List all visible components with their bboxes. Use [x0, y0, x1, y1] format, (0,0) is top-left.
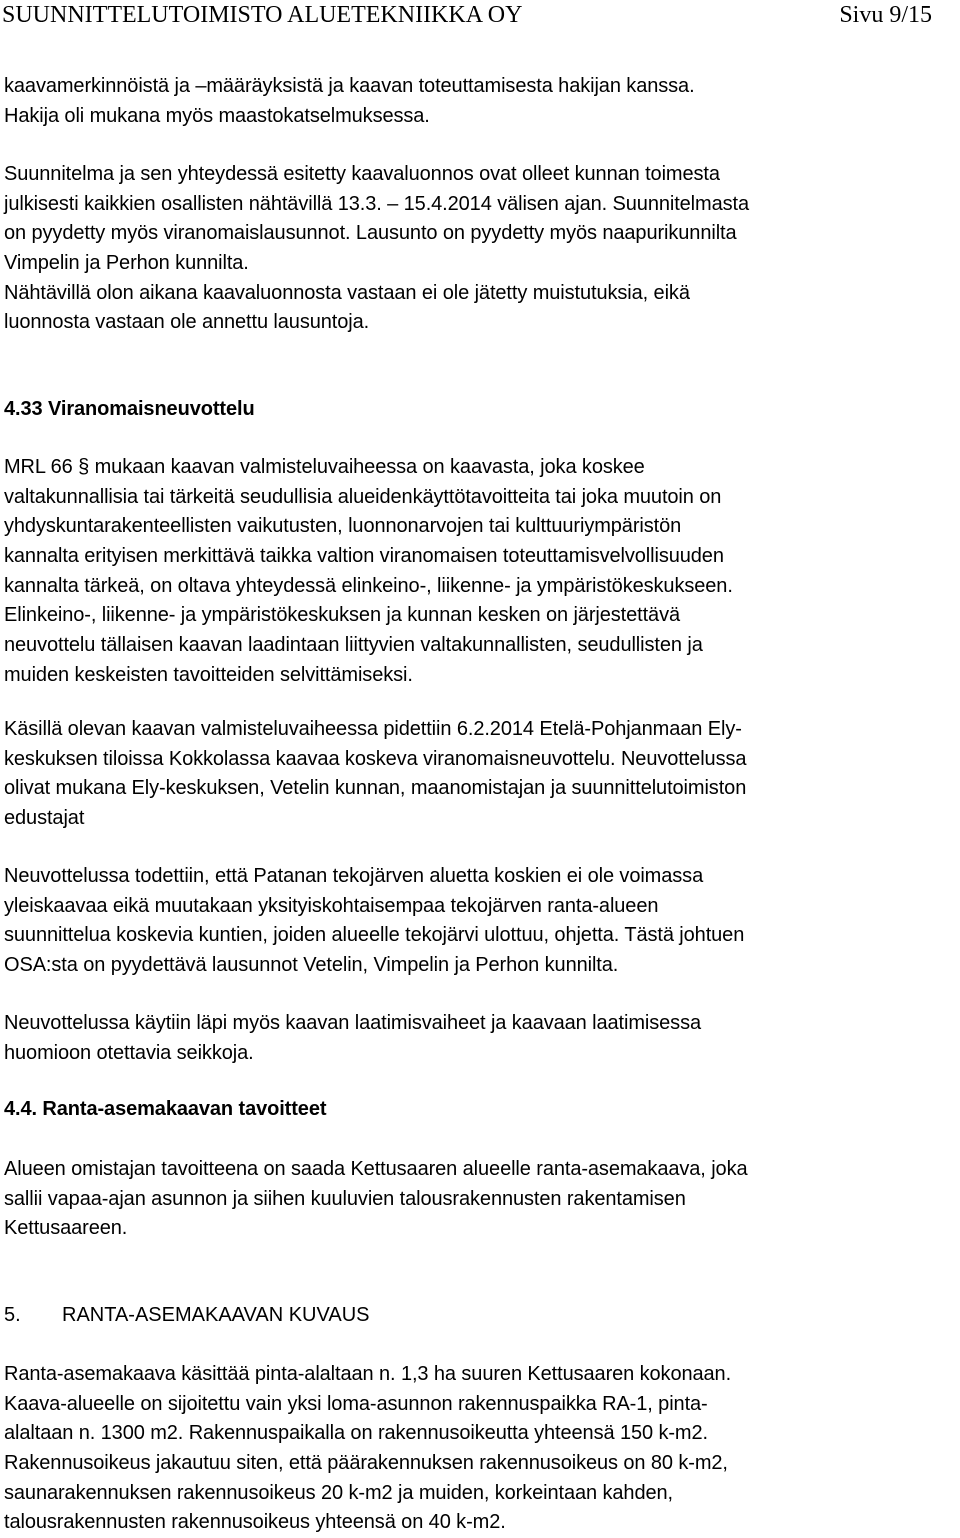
paragraph-nahtavilla — [4, 160, 956, 338]
text-line: on pyydetty myös viranomaislausunnot. Lausunto on pyydetty myös naapurikunnilta — [4, 222, 737, 245]
text-line: MRL 66 § mukaan kaavan valmisteluvaiheessa on kaavasta, joka koskee — [4, 456, 645, 478]
text-line: saunarakennuksen rakennusoikeus 20 k-m2 ja muiden, korkeintaan kahden, — [4, 1481, 673, 1504]
text-line: Nähtävillä olon aikana kaavaluonnosta vastaan ei ole jätetty muistutuksia, eikä — [4, 281, 690, 304]
paragraph-tavoitteet — [4, 1155, 956, 1244]
paragraph-kasilla — [4, 715, 956, 834]
text-line: Elinkeino-, liikenne- ja ympäristökeskuksen ja kunnan kesken on järjestettävä — [4, 604, 680, 627]
company-name: SUUNNITTELUTOIMISTO ALUETEKNIIKKA OY — [2, 2, 523, 28]
section-heading-4-33 — [4, 395, 956, 425]
text-line: luonnosta vastaan ole annettu lausuntoja. — [4, 311, 370, 334]
text-line: alaltaan n. 1300 m2. Rakennuspaikalla on rakennusoikeutta yhteensä 150 k-m2. — [4, 1422, 708, 1445]
text-line: talousrakennusten rakennusoikeus yhteensä on 40 k-m2. — [4, 1511, 506, 1534]
section-heading-4-4 — [4, 1095, 956, 1125]
paragraph-kaytiin — [4, 1009, 956, 1068]
text-line: Neuvottelussa todettiin, että Patanan tekojärven aluetta koskien ei ole voimassa — [4, 865, 704, 887]
section-title: 4.33 Viranomaisneuvottelu — [4, 398, 255, 420]
paragraph-kuvaus — [4, 1360, 956, 1538]
text-line: keskuksen tiloissa Kokkolassa kaavaa koskeva viranomaisneuvottelu. Neuvottelussa — [4, 747, 747, 770]
paragraph-todettiin — [4, 862, 956, 981]
text-line: Suunnitelma ja sen yhteydessä esitetty kaavaluonnos ovat olleet kunnan toimesta — [4, 163, 720, 185]
text-line: Kaava-alueelle on sijoitettu vain yksi loma-asunnon rakennuspaikka RA-1, pinta- — [4, 1392, 708, 1415]
text-line: olivat mukana Ely-keskuksen, Vetelin kunnan, maanomistajan ja suunnittelutoimiston — [4, 777, 747, 800]
text-line: yleiskaavaa eikä muutakaan yksityiskohtaisempaa tekojärven ranta-alueen — [4, 894, 659, 917]
section-number: 5. — [4, 1304, 21, 1326]
text-line: edustajat — [4, 807, 85, 830]
text-line: sallii vapaa-ajan asunnon ja siihen kuuluvien talousrakennusten rakentamisen — [4, 1187, 686, 1210]
section-title: 4.4. Ranta-asemakaavan tavoitteet — [4, 1098, 327, 1120]
page-number: Sivu 9/15 — [839, 2, 932, 28]
text-line: yhdyskuntarakenteellisten vaikutusten, luonnonarvojen tai kulttuuriympäristön — [4, 515, 682, 538]
text-line: valtakunnallisia tai tärkeitä seudullisia alueidenkäyttötavoitteita tai joka muutoin on — [4, 485, 722, 508]
text-line: neuvottelu tällaisen kaavan laadintaan liittyvien valtakunnallisten, seudullisten ja — [4, 634, 703, 657]
text-line: suunnittelua koskevia kuntien, joiden alueelle tekojärvi ulottuu, ohjetta. Tästä johtuen — [4, 924, 745, 947]
text-line: Alueen omistajan tavoitteena on saada Kettusaaren alueelle ranta-asemakaava, joka — [4, 1158, 748, 1180]
text-line: Neuvottelussa käytiin läpi myös kaavan laatimisvaiheet ja kaavaan laatimisessa — [4, 1012, 701, 1034]
text-line: julkisesti kaikkien osallisten nähtävillä 13.3. – 15.4.2014 välisen ajan. Suunnitelmasta — [4, 192, 749, 215]
page-header — [0, 0, 932, 30]
text-line: Käsillä olevan kaavan valmisteluvaiheessa pidettiin 6.2.2014 Etelä-Pohjanmaan Ely- — [4, 718, 742, 740]
text-line: Hakija oli mukana myös maastokatselmuksessa. — [4, 104, 430, 127]
paragraph-mrl — [4, 453, 956, 691]
paragraph-intro — [4, 72, 956, 131]
text-line: Rakennusoikeus jakautuu siten, että päärakennuksen rakennusoikeus on 80 k-m2, — [4, 1452, 728, 1475]
section-title: RANTA-ASEMAKAAVAN KUVAUS — [62, 1304, 370, 1326]
text-line: Ranta-asemakaava käsittää pinta-alaltaan n. 1,3 ha suuren Kettusaaren kokonaan. — [4, 1363, 732, 1385]
text-line: kannalta erityisen merkittävä taikka valtion viranomaisen toteuttamisvelvollisuuden — [4, 545, 724, 568]
text-line: kannalta tärkeä, on oltava yhteydessä elinkeino-, liikenne- ja ympäristökeskukseen. — [4, 574, 733, 597]
text-line: Kettusaareen. — [4, 1217, 128, 1240]
text-line: Vimpelin ja Perhon kunnilta. — [4, 252, 249, 275]
text-line: muiden keskeisten tavoitteiden selvittämiseksi. — [4, 663, 413, 686]
text-line: huomioon otettavia seikkoja. — [4, 1041, 254, 1064]
text-line: OSA:sta on pyydettävä lausunnot Vetelin, Vimpelin ja Perhon kunnilta. — [4, 954, 619, 977]
text-line: kaavamerkinnöistä ja –määräyksistä ja kaavan toteuttamisesta hakijan kanssa. — [4, 75, 695, 97]
